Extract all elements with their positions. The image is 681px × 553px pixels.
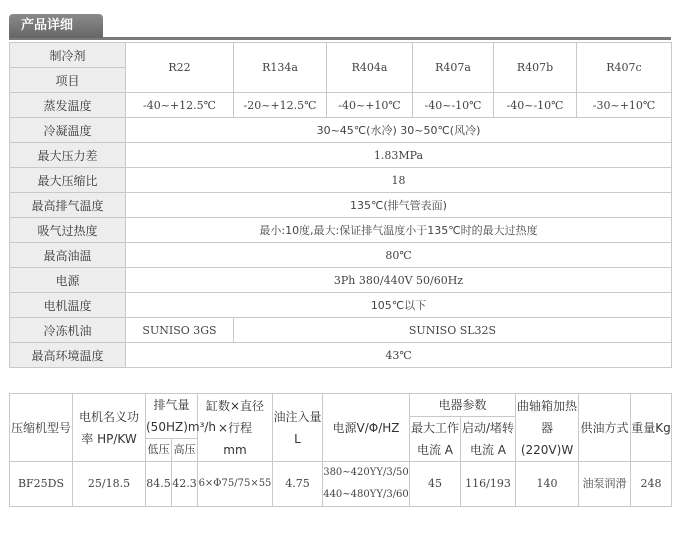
- header-oil: [273, 394, 323, 462]
- table-row: [10, 394, 672, 417]
- row-label: 蒸发温度: [10, 93, 126, 118]
- header-motor-power: [73, 394, 146, 462]
- table-row: [10, 293, 672, 318]
- row-label: 电机温度: [10, 293, 126, 318]
- row-label: 冷冻机油: [10, 318, 126, 343]
- header-max-current-line2: 电流 A: [416, 443, 454, 457]
- refrigerant-header: R404a: [327, 43, 413, 93]
- row-label: 吸气过热度: [10, 218, 126, 243]
- refrigerant-header: R22: [126, 43, 234, 93]
- cell-heater: 140: [516, 462, 579, 507]
- table-row: [10, 318, 672, 343]
- row-value: 80℃: [126, 243, 672, 268]
- header-max-current-line1: 最大工作: [410, 421, 459, 435]
- cell-power-line2: 440~480YY/3/60: [323, 489, 409, 500]
- table-row: [10, 343, 672, 368]
- row-label: 冷凝温度: [10, 118, 126, 143]
- cell-cylinder: 6×Φ75/75×55: [198, 462, 273, 507]
- header-oil-line2: L: [294, 431, 301, 446]
- table-row: [10, 268, 672, 293]
- cell-displacement-high: 42.3: [172, 462, 198, 507]
- evap-value: -30~+10℃: [577, 93, 672, 118]
- refrigerant-header: R407a: [413, 43, 494, 93]
- header-electrical: 电器参数: [410, 394, 516, 417]
- header-motor-power-line1: 电机名义功: [78, 409, 139, 424]
- row-label: 最大压缩比: [10, 168, 126, 193]
- row-value: 105℃以下: [126, 293, 672, 318]
- cell-max-current: 45: [410, 462, 461, 507]
- refrigerant-label: 制冷剂: [10, 43, 126, 68]
- product-details-tabbar: [9, 8, 671, 40]
- header-start-current-line1: 启动/堵转: [461, 421, 515, 435]
- cell-oil: 4.75: [273, 462, 323, 507]
- table-row: [10, 43, 672, 68]
- table-row: [10, 168, 672, 193]
- cell-power-line1: 380~420YY/3/50: [323, 467, 409, 478]
- cell-weight: 248: [631, 462, 672, 507]
- evap-value: -40~+12.5℃: [126, 93, 234, 118]
- header-power: 电源V/Φ/HZ: [323, 394, 410, 462]
- header-model: 压缩机型号: [10, 394, 73, 462]
- header-weight: 重量Kg: [631, 394, 672, 462]
- evap-value: -40~-10℃: [494, 93, 577, 118]
- item-label: 项目: [10, 68, 126, 93]
- header-heater-line2: 器(220V)W: [520, 420, 574, 457]
- refrigerant-header: R407c: [577, 43, 672, 93]
- header-cylinder-line1: 缸数×直径: [205, 398, 265, 413]
- table-row: [10, 143, 672, 168]
- table-row: [10, 218, 672, 243]
- header-low-pressure: 低压: [146, 439, 172, 462]
- header-high-pressure: 高压: [172, 439, 198, 462]
- row-label: 最大压力差: [10, 143, 126, 168]
- row-value: 135℃(排气管表面): [126, 193, 672, 218]
- evap-value: -40~-10℃: [413, 93, 494, 118]
- model-table: [9, 393, 672, 507]
- header-start-current: [461, 417, 516, 462]
- refrigerant-header: R134a: [234, 43, 327, 93]
- table-row: [10, 93, 672, 118]
- table-row: [10, 118, 672, 143]
- header-start-current-line2: 电流 A: [469, 443, 507, 457]
- row-label: 最高油温: [10, 243, 126, 268]
- header-heater: [516, 394, 579, 462]
- header-displacement-line1: 排气量: [153, 398, 190, 412]
- header-heater-line1: 曲轴箱加热: [517, 398, 578, 413]
- table-row: [10, 193, 672, 218]
- cell-displacement-low: 84.5: [146, 462, 172, 507]
- row-value: 1.83MPa: [126, 143, 672, 168]
- header-cylinder-line2: ×行程: [217, 420, 253, 435]
- row-label: 电源: [10, 268, 126, 293]
- header-oil-line1: 油注入量: [273, 409, 322, 424]
- spec-table: [9, 42, 672, 368]
- row-value: 18: [126, 168, 672, 193]
- evap-value: -40~+10℃: [327, 93, 413, 118]
- row-value: 43℃: [126, 343, 672, 368]
- header-displacement-line2: (50HZ)m³/h: [146, 420, 217, 434]
- header-displacement: [146, 394, 217, 439]
- header-cylinder-line3: mm: [223, 442, 247, 457]
- row-label: 最高环境温度: [10, 343, 126, 368]
- row-value: 最小:10度,最大:保证排气温度小于135℃时的最大过热度: [126, 218, 672, 243]
- header-max-current: [410, 417, 461, 462]
- cell-oil-supply: 油泵润滑: [579, 462, 631, 507]
- cell-start-current: 116/193: [461, 462, 516, 507]
- header-motor-power-line2: 率 HP/KW: [81, 431, 137, 446]
- refrigerant-header: R407b: [494, 43, 577, 93]
- cell-power: [323, 462, 410, 507]
- oil-value: SUNISO SL32S: [234, 318, 672, 343]
- row-value: 3Ph 380/440V 50/60Hz: [126, 268, 672, 293]
- table-row: [10, 243, 672, 268]
- tab-product-details[interactable]: 产品详细: [9, 14, 103, 38]
- cell-model: BF25DS: [10, 462, 73, 507]
- oil-value: SUNISO 3GS: [126, 318, 234, 343]
- row-label: 最高排气温度: [10, 193, 126, 218]
- header-oil-supply: 供油方式: [579, 394, 631, 462]
- cell-motor-power: 25/18.5: [73, 462, 146, 507]
- row-value: 30~45℃(水冷) 30~50℃(风冷): [126, 118, 672, 143]
- evap-value: -20~+12.5℃: [234, 93, 327, 118]
- table-row: [10, 462, 672, 507]
